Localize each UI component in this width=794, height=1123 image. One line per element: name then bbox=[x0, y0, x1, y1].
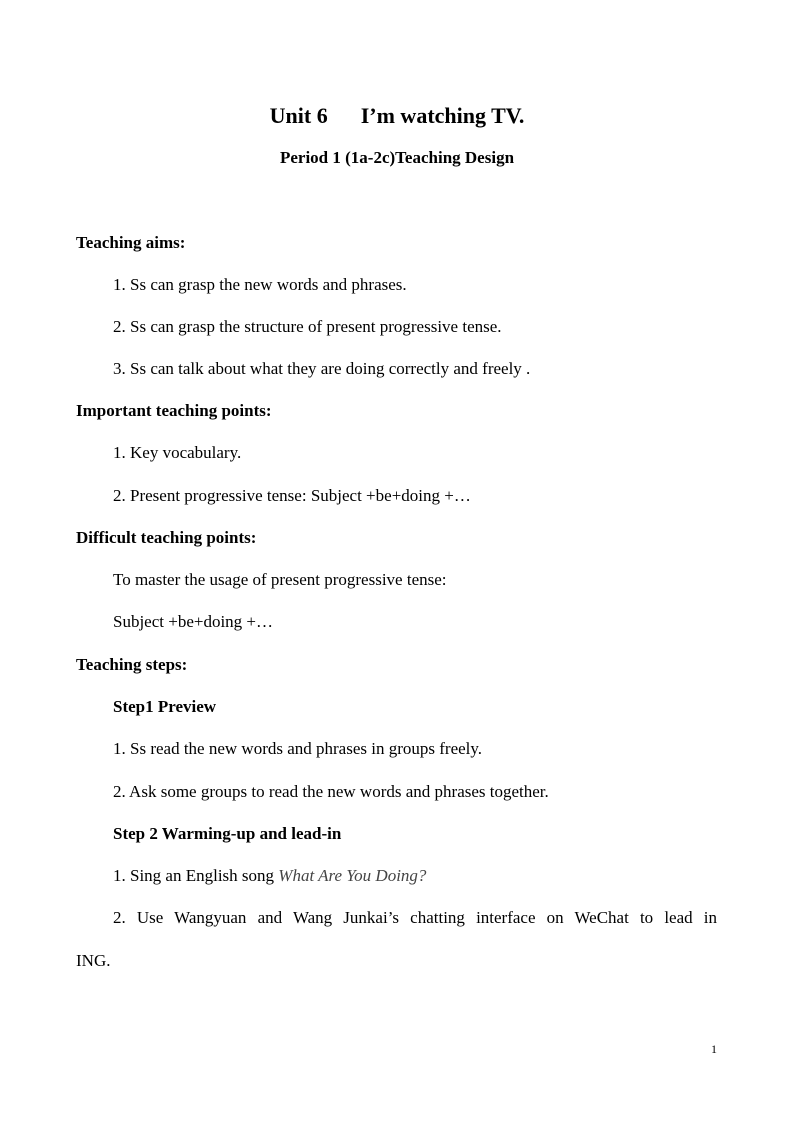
teaching-steps-heading: Teaching steps: bbox=[76, 655, 188, 674]
teaching-aim-item: 2. Ss can grasp the structure of present progressive tense. bbox=[113, 317, 502, 336]
step1-item: 2. Ask some groups to read the new words and phrases together. bbox=[113, 782, 549, 801]
document-subtitle: Period 1 (1a-2c)Teaching Design bbox=[279, 148, 515, 167]
difficult-point-line: To master the usage of present progressive tense: bbox=[113, 570, 447, 589]
step1-heading: Step1 Preview bbox=[113, 697, 217, 716]
step2-item: 2. Use Wangyuan and Wang Junkai’s chatting interface on WeChat to lead in bbox=[113, 908, 717, 927]
teaching-aim-item: 3. Ss can talk about what they are doing correctly and freely . bbox=[113, 359, 531, 378]
song-title: What Are You Doing? bbox=[278, 866, 427, 885]
teaching-aims-heading: Teaching aims: bbox=[76, 233, 186, 252]
title-unit: Unit 6 bbox=[269, 103, 328, 128]
step2-heading: Step 2 Warming-up and lead-in bbox=[113, 824, 342, 843]
important-point-item: 1. Key vocabulary. bbox=[113, 443, 242, 462]
step2-item-continuation: ING. bbox=[76, 951, 111, 970]
step2-item bbox=[113, 866, 426, 886]
page-number: 1 bbox=[711, 1042, 717, 1056]
difficult-point-line: Subject +be+doing +… bbox=[113, 612, 274, 631]
document-title bbox=[0, 102, 794, 130]
step1-item: 1. Ss read the new words and phrases in groups freely. bbox=[113, 739, 483, 758]
important-point-item: 2. Present progressive tense: Subject +be+doing +… bbox=[113, 486, 471, 505]
step2-item1-text: 1. Sing an English song bbox=[113, 866, 279, 885]
important-points-heading: Important teaching points: bbox=[76, 401, 272, 420]
difficult-points-heading: Difficult teaching points: bbox=[76, 528, 257, 547]
title-main: I’m watching TV. bbox=[360, 103, 525, 128]
teaching-aim-item: 1. Ss can grasp the new words and phrases. bbox=[113, 275, 407, 294]
